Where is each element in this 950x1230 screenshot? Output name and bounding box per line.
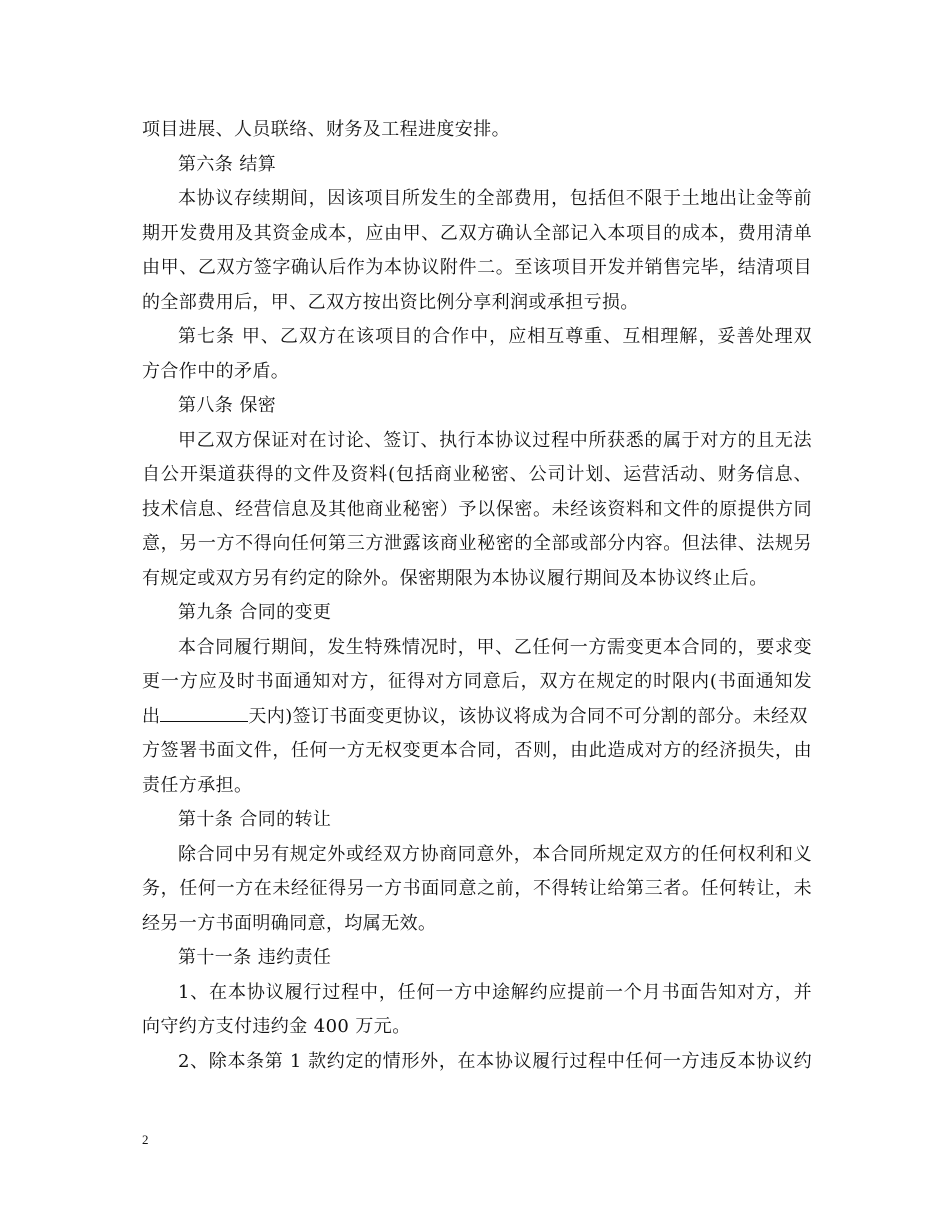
text-line: 期开发费用及其资金成本，应由甲、乙双方确认全部记入本项目的成本，费用清单	[142, 222, 812, 244]
section-heading-6: 第六条 结算	[178, 153, 277, 175]
text-line: 2、除本条第 1 款约定的情形外，在本协议履行过程中任何一方违反本协议约	[178, 1050, 812, 1072]
text-fragment: 天内)签订书面变更协议，该协议将成为合同不可分割的部分。未经双	[248, 705, 808, 727]
text-line: 除合同中另有规定外或经双方协商同意外，本合同所规定双方的任何权利和义	[178, 843, 812, 865]
text-line: 方签署书面文件，任何一方无权变更本合同，否则，由此造成对方的经济损失，由	[142, 740, 812, 761]
text-line: 自公开渠道获得的文件及资料(包括商业秘密、公司计划、运营活动、财务信息、	[142, 464, 812, 485]
text-line: 向守约方支付违约金 400 万元。	[142, 1016, 411, 1037]
text-line: 务，任何一方在未经征得另一方书面同意之前，不得转让给第三者。任何转让，未	[142, 878, 812, 899]
document-body	[142, 113, 812, 1079]
text-line: 更一方应及时书面通知对方，征得对方同意后，双方在规定的时限内(书面通知发	[142, 671, 812, 692]
text-line: 经另一方书面明确同意，均属无效。	[142, 912, 437, 934]
section-heading-9: 第九条 合同的变更	[178, 602, 332, 623]
text-line: 责任方承担。	[142, 774, 253, 796]
fill-in-blank	[160, 705, 248, 722]
section-heading-10: 第十条 合同的转让	[178, 809, 332, 830]
section-heading-7: 第七条 甲、乙双方在该项目的合作中，应相互尊重、互相理解，妥善处理双	[178, 326, 812, 347]
text-line: 有规定或双方另有约定的除外。保密期限为本协议履行期间及本协议终止后。	[142, 567, 768, 589]
text-line: 1、在本协议履行过程中，任何一方中途解约应提前一个月书面告知对方，并	[178, 981, 812, 1003]
text-line: 意，另一方不得向任何第三方泄露该商业秘密的全部或部分内容。但法律、法规另	[142, 533, 812, 554]
text-line: 的全部费用后，甲、乙双方按出资比例分享利润或承担亏损。	[142, 291, 639, 313]
text-line: 技术信息、经营信息及其他商业秘密）予以保密。未经该资料和文件的原提供方同	[142, 498, 812, 520]
text-line: 项目进展、人员联络、财务及工程进度安排。	[142, 119, 510, 140]
page-number: 2	[142, 1132, 149, 1147]
text-fragment: 出	[142, 705, 161, 727]
text-line-with-blank	[142, 700, 812, 735]
text-line: 本合同履行期间，发生特殊情况时，甲、乙任何一方需变更本合同的，要求变	[178, 636, 812, 658]
text-line: 由甲、乙双方签字确认后作为本协议附件二。至该项目开发并销售完毕，结清项目	[142, 257, 812, 278]
text-line: 方合作中的矛盾。	[142, 360, 290, 382]
text-line: 本协议存续期间，因该项目所发生的全部费用，包括但不限于土地出让金等前	[178, 188, 812, 209]
section-heading-11: 第十一条 违约责任	[178, 947, 332, 968]
section-heading-8: 第八条 保密	[178, 395, 277, 416]
text-line: 甲乙双方保证对在讨论、签订、执行本协议过程中所获悉的属于对方的且无法	[178, 429, 812, 451]
